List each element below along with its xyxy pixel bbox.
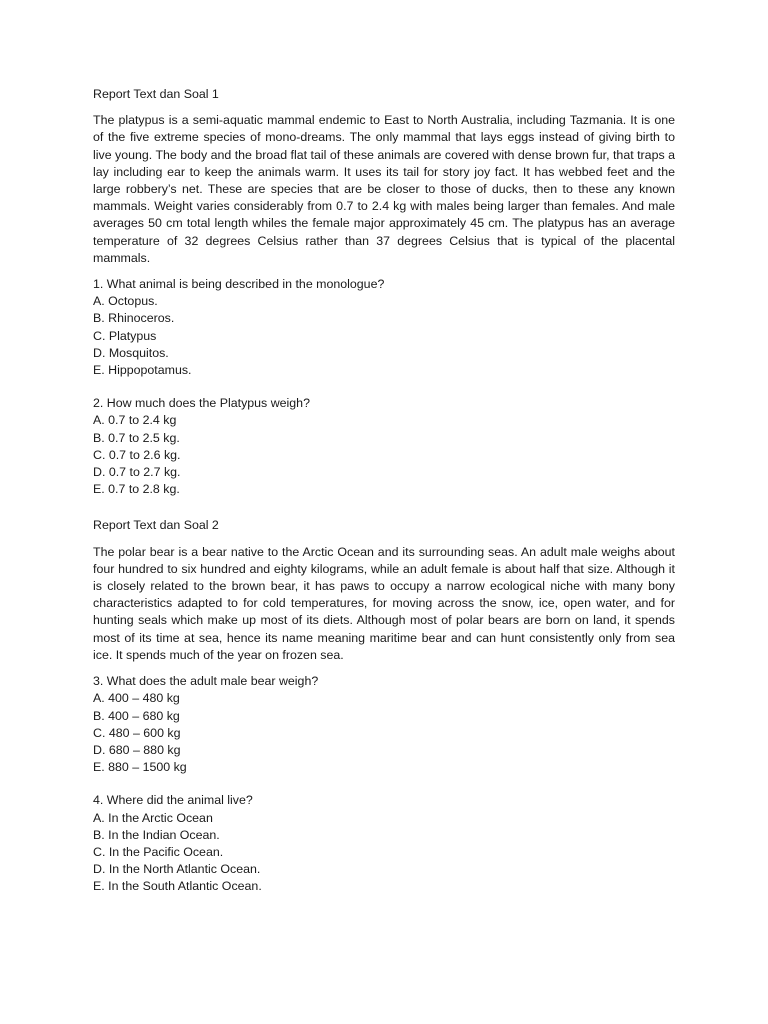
report-paragraph: The polar bear is a bear native to the Arctic Ocean and its surrounding seas. An adult male weighs about four hundred to six hundred and eighty kilograms, while an adult female is about half that size. Although it is closely related to the brown bear, it has paws to occupy a narrow ecological niche with many bony characteristics adapted to for cold temperatures, for moving across the snow, ice, open water, and for hunting seals which make up most of its diets. Although most of polar bears are born on land, it spends most of its time at sea, hence its name meaning maritime bear and can hunt consistently only from sea ice. It spends much of the year on frozen sea. (93, 544, 675, 662)
option-e: E. Hippopotamus. (93, 363, 192, 378)
option-b: B. Rhinoceros. (93, 311, 175, 326)
question-text: 1. What animal is being described in the monologue? (93, 277, 385, 292)
report-section-2 (93, 517, 675, 895)
question-4 (93, 792, 675, 895)
question-1 (93, 276, 675, 379)
option-c: C. In the Pacific Ocean. (93, 844, 224, 859)
option-d: D. 0.7 to 2.7 kg. (93, 465, 181, 480)
option-b: B. In the Indian Ocean. (93, 827, 220, 842)
question-text: 2. How much does the Platypus weigh? (93, 396, 310, 411)
question-text: 4. Where did the animal live? (93, 793, 253, 808)
option-e: E. 880 – 1500 kg (93, 760, 187, 775)
document-page (93, 86, 675, 896)
report-section-1 (93, 86, 675, 498)
option-c: C. 0.7 to 2.6 kg. (93, 447, 181, 462)
option-e: E. 0.7 to 2.8 kg. (93, 482, 180, 497)
option-a: A. 0.7 to 2.4 kg (93, 413, 177, 428)
option-d: D. In the North Atlantic Ocean. (93, 862, 261, 877)
option-b: B. 0.7 to 2.5 kg. (93, 430, 180, 445)
section-heading: Report Text dan Soal 1 (93, 87, 219, 101)
option-a: A. 400 – 480 kg (93, 691, 180, 706)
question-2 (93, 395, 675, 498)
option-c: C. 480 – 600 kg (93, 725, 181, 740)
option-b: B. 400 – 680 kg (93, 708, 180, 723)
question-text: 3. What does the adult male bear weigh? (93, 674, 319, 689)
section-heading: Report Text dan Soal 2 (93, 518, 219, 533)
option-e: E. In the South Atlantic Ocean. (93, 879, 262, 894)
question-3 (93, 673, 675, 776)
option-c: C. Platypus (93, 328, 157, 343)
option-d: D. 680 – 880 kg (93, 742, 181, 757)
option-a: A. Octopus. (93, 294, 158, 309)
option-a: A. In the Arctic Ocean (93, 810, 213, 825)
option-d: D. Mosquitos. (93, 345, 169, 360)
report-paragraph: The platypus is a semi-aquatic mammal endemic to East to North Australia, including Tazmania. It is one of the five extreme species of mono-dreams. The only mammal that lays eggs instead of giving birth to live young. The body and the broad flat tail of these animals are covered with dense brown fur, that traps a lay including ear to keep the animals warm. It uses its tail for story joy fact. It has webbed feet and the large robbery’s net. These are species that are be closer to those of ducks, then to these any known mammals. Weight varies considerably from 0.7 to 2.4 kg with males being larger than females. And male averages 50 cm total length whiles the female major approximately 45 cm. The platypus has an average temperature of 32 degrees Celsius rather than 37 degrees Celsius that is typical of the placental mammals. (93, 113, 675, 265)
